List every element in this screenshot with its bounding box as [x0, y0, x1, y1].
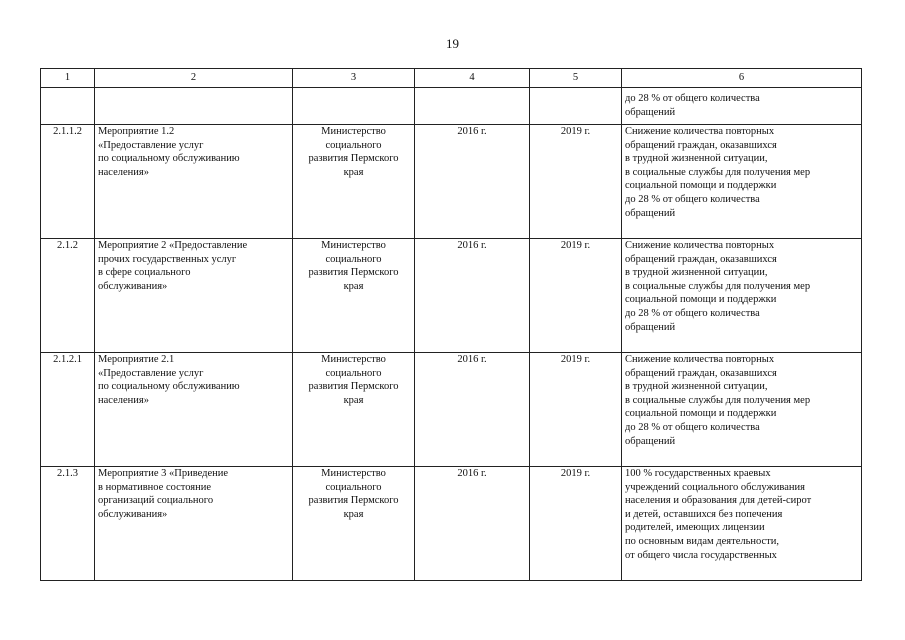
cell-start: 2016 г.: [415, 467, 530, 581]
cell-name: Мероприятие 2 «Предоставление прочих государственных услуг в сфере социального обслуживания»: [95, 239, 293, 353]
cell-executor: Министерство социального развития Пермского края: [293, 353, 415, 467]
column-header: 5: [530, 69, 622, 88]
cell-executor: Министерство социального развития Пермского края: [293, 239, 415, 353]
column-header: 6: [622, 69, 862, 88]
header-row: [41, 69, 862, 88]
cell-executor: Министерство социального развития Пермского края: [293, 125, 415, 239]
cell-executor: Министерство социального развития Пермского края: [293, 467, 415, 581]
column-header: 1: [41, 69, 95, 88]
cell-number: 2.1.3: [41, 467, 95, 581]
cell-result: 100 % государственных краевых учреждений социального обслуживания населения и образования для детей-сирот и детей, оставшихся без попечения родителей, имеющих лицензии по основным видам деятельности, от общего числа государственных: [622, 467, 862, 581]
page-number: 19: [446, 36, 459, 51]
cell-executor: [293, 88, 415, 125]
cell-number: 2.1.2.1: [41, 353, 95, 467]
column-header: 4: [415, 69, 530, 88]
cell-end: [530, 88, 622, 125]
column-header: 2: [95, 69, 293, 88]
cell-result: Снижение количества повторных обращений граждан, оказавшихся в трудной жизненной ситуации, в социальные службы для получения мер социальной помощи и поддержки до 28 % от общего количества обращений: [622, 353, 862, 467]
cell-start: 2016 г.: [415, 239, 530, 353]
cell-end: 2019 г.: [530, 125, 622, 239]
cell-name: Мероприятие 1.2 «Предоставление услуг по социальному обслуживанию населения»: [95, 125, 293, 239]
cell-end: 2019 г.: [530, 353, 622, 467]
cell-start: [415, 88, 530, 125]
table-row: [41, 467, 862, 581]
cell-result: до 28 % от общего количества обращений: [622, 88, 862, 125]
cell-start: 2016 г.: [415, 125, 530, 239]
cell-end: 2019 г.: [530, 467, 622, 581]
table-row-continuation: [41, 88, 862, 125]
table-row: [41, 239, 862, 353]
table-row: [41, 125, 862, 239]
cell-end: 2019 г.: [530, 239, 622, 353]
cell-result: Снижение количества повторных обращений граждан, оказавшихся в трудной жизненной ситуации, в социальные службы для получения мер социальной помощи и поддержки до 28 % от общего количества обращений: [622, 239, 862, 353]
cell-number: 2.1.1.2: [41, 125, 95, 239]
cell-name: Мероприятие 2.1 «Предоставление услуг по социальному обслуживанию населения»: [95, 353, 293, 467]
cell-result: Снижение количества повторных обращений граждан, оказавшихся в трудной жизненной ситуации, в социальные службы для получения мер социальной помощи и поддержки до 28 % от общего количества обращений: [622, 125, 862, 239]
cell-start: 2016 г.: [415, 353, 530, 467]
cell-name: [95, 88, 293, 125]
table-row: [41, 353, 862, 467]
cell-name: Мероприятие 3 «Приведение в нормативное состояние организаций социального обслуживания»: [95, 467, 293, 581]
cell-number: 2.1.2: [41, 239, 95, 353]
column-header: 3: [293, 69, 415, 88]
measures-table: [40, 68, 862, 581]
cell-number: [41, 88, 95, 125]
